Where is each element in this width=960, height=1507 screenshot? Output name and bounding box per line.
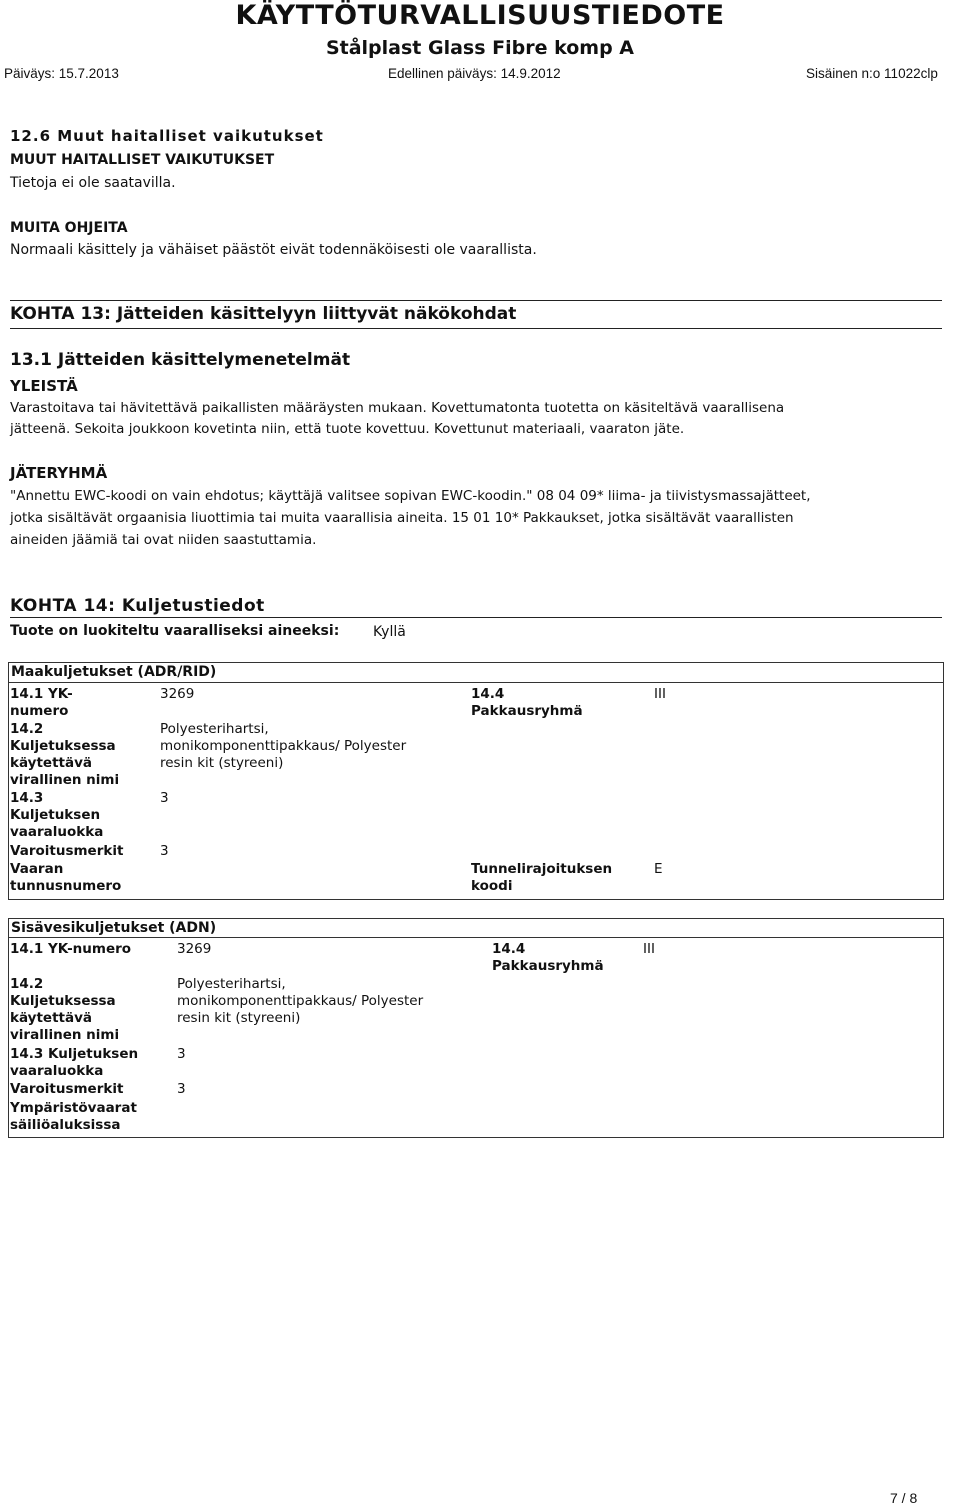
waste-group-line3: aineiden jäämiä tai ovat niiden saastuttamia. (10, 532, 317, 548)
adn-title: Sisävesikuljetukset (ADN) (11, 920, 217, 936)
adn-labels-value: 3 (177, 1081, 186, 1097)
document-title: KÄYTTÖTURVALLISUUSTIEDOTE (235, 0, 725, 31)
section-13-rule (10, 300, 942, 301)
adn-name-label-2: Kuljetuksessa (10, 993, 116, 1009)
adn-un-label: 14.1 YK-numero (10, 941, 132, 957)
adn-name-label-4: virallinen nimi (10, 1027, 120, 1043)
page-number: 7 / 8 (890, 1490, 918, 1506)
adr-name-value-1: Polyesterihartsi, (160, 721, 269, 737)
issue-date: Päiväys: 15.7.2013 (4, 66, 119, 81)
adn-env-label-2: säiliöaluksissa (10, 1117, 121, 1133)
adr-name-label-1: 14.2 (10, 721, 44, 737)
waste-group-line2: jotka sisältävät orgaanisia liuottimia tai muita vaarallisia aineita. 15 01 10* Pakkaukset, jotka sisältävät vaarallisten (10, 510, 794, 526)
adr-name-label-3: käytettävä (10, 755, 93, 771)
adr-class-value: 3 (160, 790, 169, 806)
adr-pg-label-1: 14.4 (471, 686, 505, 702)
adr-class-label-3: vaaraluokka (10, 824, 104, 840)
adn-pg-label-1: 14.4 (492, 941, 526, 957)
internal-number: Sisäinen n:o 11022clp (806, 66, 938, 81)
adn-name-value-1: Polyesterihartsi, (177, 976, 286, 992)
adr-name-label-4: virallinen nimi (10, 772, 120, 788)
waste-group-label: JÄTERYHMÄ (10, 464, 108, 482)
adr-un-label-1: 14.1 YK- (10, 686, 73, 702)
adr-tunnel-value: E (654, 861, 663, 877)
adr-name-label-2: Kuljetuksessa (10, 738, 116, 754)
adr-un-label-2: numero (10, 703, 69, 719)
section-14-underline (10, 617, 942, 618)
adn-un-value: 3269 (177, 941, 212, 957)
adr-title: Maakuljetukset (ADR/RID) (11, 664, 217, 680)
adn-name-value-2: monikomponenttipakkaus/ Polyester (177, 993, 424, 1009)
adn-pg-value: III (643, 941, 655, 957)
classified-label: Tuote on luokiteltu vaaralliseksi aineeksi: (10, 623, 340, 639)
adr-labels-label: Varoitusmerkit (10, 843, 124, 859)
adn-env-label-1: Ympäristövaarat (10, 1100, 137, 1116)
adn-name-label-3: käytettävä (10, 1010, 93, 1026)
waste-group-line1: "Annettu EWC-koodi on vain ehdotus; käyttäjä valitsee sopivan EWC-koodin." 08 04 09* liima- ja tiivistysmassajätteet, (10, 488, 811, 504)
adn-labels-label: Varoitusmerkit (10, 1081, 124, 1097)
adr-pg-value: III (654, 686, 666, 702)
adr-hazard-label-1: Vaaran (10, 861, 64, 877)
other-effects-label: MUUT HAITALLISET VAIKUTUKSET (10, 152, 275, 168)
classified-value: Kyllä (373, 624, 406, 640)
adr-un-value: 3269 (160, 686, 195, 702)
other-instructions-label: MUITA OHJEITA (10, 220, 128, 236)
adr-pg-label-2: Pakkausryhmä (471, 703, 583, 719)
adr-tunnel-label-1: Tunnelirajoituksen (471, 861, 613, 877)
adr-hazard-label-2: tunnusnumero (10, 878, 122, 894)
section-12-6-heading: 12.6 Muut haitalliset vaikutukset (10, 127, 324, 145)
other-instructions-text: Normaali käsittely ja vähäiset päästöt eivät todennäköisesti ole vaarallista. (10, 242, 537, 258)
other-effects-text: Tietoja ei ole saatavilla. (10, 175, 176, 191)
adr-class-label-2: Kuljetuksen (10, 807, 101, 823)
adn-name-label-1: 14.2 (10, 976, 44, 992)
adn-name-value-3: resin kit (styreeni) (177, 1010, 301, 1026)
section-14-heading: KOHTA 14: Kuljetustiedot (10, 596, 265, 616)
adn-table-body (8, 937, 944, 1138)
adr-tunnel-label-2: koodi (471, 878, 513, 894)
general-label: YLEISTÄ (10, 377, 78, 395)
section-13-1-heading: 13.1 Jätteiden käsittelymenetelmät (10, 350, 351, 370)
adr-class-label-1: 14.3 (10, 790, 44, 806)
section-13-underline (10, 328, 942, 329)
adn-class-value: 3 (177, 1046, 186, 1062)
general-text-line1: Varastoitava tai hävitettävä paikallisten määräysten mukaan. Kovettumatonta tuotetta on käsiteltävä vaarallisena (10, 400, 785, 416)
section-13-heading: KOHTA 13: Jätteiden käsittelyyn liittyvät näkökohdat (10, 304, 517, 324)
company-name: Stålplast Glass Fibre komp A (325, 37, 635, 59)
previous-date: Edellinen päiväys: 14.9.2012 (388, 66, 561, 81)
adr-name-value-2: monikomponenttipakkaus/ Polyester (160, 738, 407, 754)
adn-pg-label-2: Pakkausryhmä (492, 958, 604, 974)
adr-labels-value: 3 (160, 843, 169, 859)
adn-class-label-2: vaaraluokka (10, 1063, 104, 1079)
adn-class-label-1: 14.3 Kuljetuksen (10, 1046, 139, 1062)
general-text-line2: jätteenä. Sekoita joukkoon kovetinta niin, että tuote kovettuu. Kovettunut materiaali, vaaraton jäte. (10, 421, 685, 437)
adr-name-value-3: resin kit (styreeni) (160, 755, 284, 771)
